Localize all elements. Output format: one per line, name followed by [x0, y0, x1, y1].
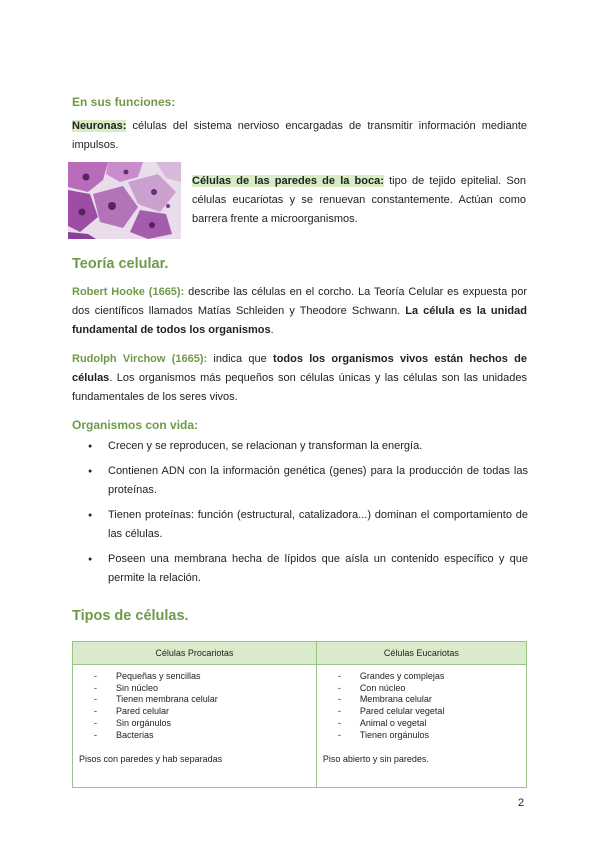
table-row — [73, 665, 527, 788]
list-item: - Membrana celular — [337, 694, 432, 705]
funciones-heading: En sus funciones: — [72, 95, 176, 109]
list-item: - Tienen orgánulos — [337, 729, 430, 740]
teoria-heading: Teoría celular. — [72, 256, 169, 272]
hooke-name: Robert Hooke (1665): — [72, 286, 185, 298]
list-item: - Sin núcleo — [94, 682, 159, 693]
neuronas-paragraph — [72, 117, 527, 155]
tipos-heading: Tipos de células. — [72, 608, 189, 624]
hooke-end: . — [270, 324, 274, 336]
vida-list — [86, 437, 528, 594]
neuronas-text: células del sistema nervioso encargadas de transmitir información mediante impulsos. — [72, 120, 527, 151]
page-number: 2 — [518, 797, 525, 809]
cheek-cells-micrograph-image — [68, 162, 181, 239]
boca-label: Células de las paredes de la boca: — [192, 175, 384, 187]
boca-paragraph — [192, 172, 526, 229]
list-item: ● Tienen proteínas: función (estructural, catalizadora...) dominan el comportamiento de las células. — [86, 506, 528, 544]
procariotas-cell — [73, 665, 317, 788]
list-item: ● Poseen una membrana hecha de lípidos que aísla un contenido específico y que permite la relación. — [86, 550, 528, 588]
list-item: - Bacterias — [94, 729, 154, 740]
virchow-bold: todos los organismos vivos están hechos de células — [72, 353, 527, 384]
list-item: - Pequeñas y sencillas — [94, 671, 201, 681]
hooke-text: describe las células en el corcho. La Teoría Celular es expuesta por dos científicos llamados Matías Schleiden y Theodore Schwann. — [72, 286, 527, 317]
procariotas-note: Pisos con paredes y hab separadas — [79, 754, 223, 765]
boca-text: tipo de tejido epitelial. Son células eucariotas y se renuevan constantemente. Actúan como barrera frente a microorganismos. — [192, 175, 526, 225]
eucariotas-cell — [316, 665, 526, 788]
hooke-bold: La célula es la unidad fundamental de todos los organismos — [72, 305, 527, 336]
virchow-name: Rudolph Virchow (1665): — [72, 353, 208, 365]
virchow-end: . Los organismos más pequeños son células únicas y las células son las unidades fundamentales de los seres vivos. — [72, 372, 527, 403]
table-header-row — [73, 642, 527, 665]
list-item: - Sin orgánulos — [94, 717, 172, 728]
list-item: - Pared celular vegetal — [337, 706, 445, 717]
neuronas-label: Neuronas: — [72, 120, 127, 132]
eucariotas-note: Piso abierto y sin paredes. — [322, 754, 429, 765]
vida-heading: Organismos con vida: — [72, 418, 199, 432]
list-item: ● Contienen ADN con la información genética (genes) para la producción de todas las proteínas. — [86, 462, 528, 500]
eucariotas-list — [338, 671, 520, 741]
virchow-text: indica que — [207, 353, 274, 365]
eucariotas-header: Células Eucariotas — [316, 642, 526, 665]
list-item: - Tienen membrana celular — [94, 694, 218, 705]
procariotas-list — [94, 671, 310, 741]
procariotas-header: Células Procariotas — [73, 642, 317, 665]
list-item: ● Crecen y se reproducen, se relacionan y transforman la energía. — [86, 437, 528, 456]
list-item: - Pared celular — [94, 706, 170, 717]
list-item: - Grandes y complejas — [337, 671, 445, 681]
list-item: - Animal o vegetal — [337, 717, 427, 728]
hooke-paragraph — [72, 283, 527, 340]
virchow-paragraph — [72, 350, 527, 407]
list-item: - Con núcleo — [337, 682, 406, 693]
cell-types-table — [72, 641, 527, 788]
